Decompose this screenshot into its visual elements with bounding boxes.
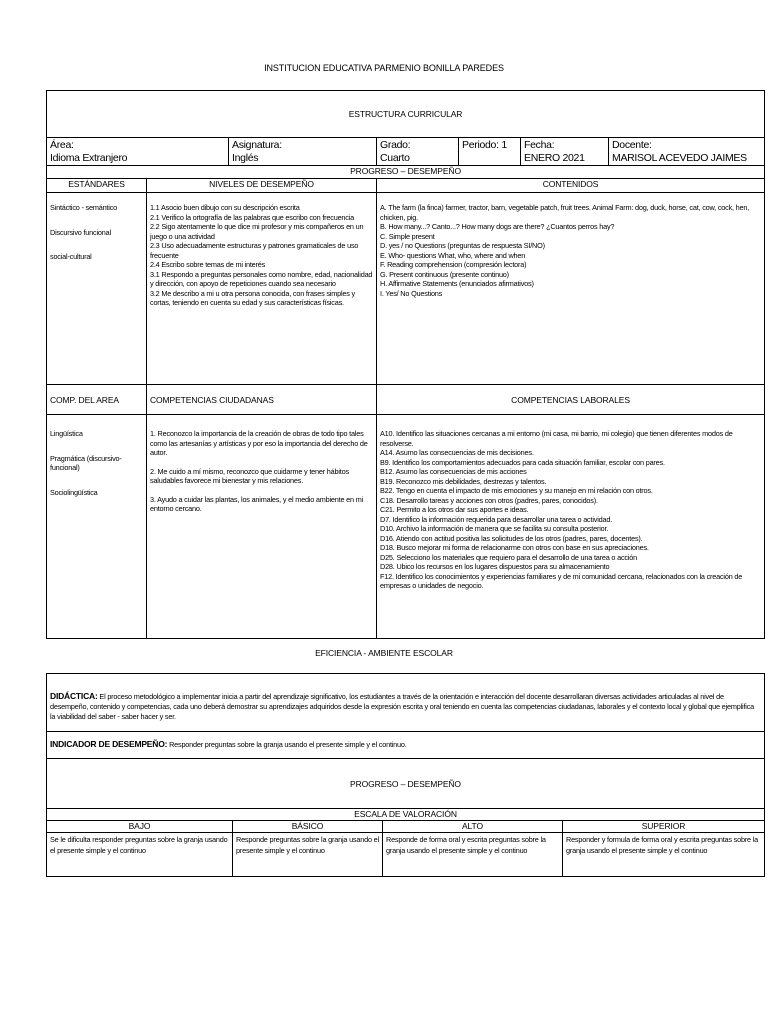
content-item: A. The farm (la finca) farmer, tractor, barn, vegetable patch, fruit trees. Animal Farm: dog, duck, horse, cat, cow, cock, hen, chicken, pig. <box>380 203 750 222</box>
citizen-item: 2. Me cuido a mí mismo, reconozco que cuidarme y tener hábitos saludables favorece mi bienestar y mis relaciones. <box>150 466 349 486</box>
content-item: G. Present continuous (presente continuo) <box>380 269 509 279</box>
content-item: H. Affirmative Statements (enunciados afirmativos) <box>380 279 534 289</box>
labor-item: B12. Asumo las consecuencias de mis acciones <box>380 467 527 477</box>
institution-title: INSTITUCION EDUCATIVA PARMENIO BONILLA PAREDES <box>264 63 504 73</box>
col-labor-header: COMPETENCIAS LABORALES <box>377 385 765 415</box>
citizen-item: 3. Ayudo a cuidar las plantas, los animales, y el medio ambiente en mi entorno cercano. <box>150 494 364 514</box>
scale-header-basic: BÁSICO <box>233 821 383 833</box>
scale-header-low: BAJO <box>47 821 233 833</box>
labor-item: B9. Identifico los comportamientos adecuados para cada situación familiar, escolar con pares. <box>380 457 665 467</box>
labor-item: A14. Asumo las consecuencias de mis decisiones. <box>380 448 534 458</box>
standard-item: social-cultural <box>50 252 92 262</box>
content-item: E. Who- questions What, who, where and when <box>380 250 526 260</box>
citizen-item: 1. Reconozco la importancia de la creación de obras de todo tipo tales como las artesanías y artísticas y por eso la importancia del derecho de autor. <box>150 429 368 458</box>
scale-cell-superior: Responder y formula de forma oral y escrita preguntas sobre la granja usando el presente simple y el continuo <box>563 833 765 877</box>
area-label: Área: <box>50 139 74 151</box>
scale-title: ESCALA DE VALORACIÓN <box>47 809 765 821</box>
col-levels-header: NIVELES DE DESEMPEÑO <box>147 179 377 193</box>
col-citizen-header: COMPETENCIAS CIUDADANAS <box>147 385 377 415</box>
labor-item: B22. Tengo en cuenta el impacto de mis emociones y su manejo en mi relación con otros. <box>380 486 653 496</box>
indicator-text: Responder preguntas sobre la granja usando el presente simple y el continuo. <box>167 740 407 750</box>
labor-item: D18. Busco mejorar mi forma de relacionarme con otros con base en sus apreciaciones. <box>380 543 649 553</box>
level-item: 3.1 Respondo a preguntas personales como nombre, edad, nacionalidad y dirección, con apoyo de repeticiones cuando sea necesario <box>150 269 373 289</box>
subject-value: Inglés <box>232 152 259 165</box>
citizen-comp-cell <box>147 415 377 639</box>
levels-cell <box>147 193 377 385</box>
content-item: B. How many...? Canto...? How many dogs are there? ¿Cuantos perros hay? <box>380 222 615 232</box>
structure-title: ESTRUCTURA CURRICULAR <box>47 91 765 138</box>
teacher-cell <box>609 138 765 166</box>
area-comp-item: Pragmática (discursivo-funcional) <box>50 453 122 473</box>
content-item: F. Reading comprehension (compresión lectora) <box>380 260 527 270</box>
subject-label: Asignatura: <box>232 139 282 151</box>
content-item: I. Yes/ No Questions <box>380 288 443 298</box>
area-cell <box>47 138 229 166</box>
content-item: D. yes / no Questions (preguntas de respuesta SI/NO) <box>380 241 545 251</box>
labor-item: B19. Reconozco mis debilidades, destrezas y talentos. <box>380 476 547 486</box>
period-value: Periodo: 1 <box>462 139 507 151</box>
didactics-cell <box>47 674 765 732</box>
date-label: Fecha: <box>524 139 555 151</box>
indicator-cell <box>47 732 765 759</box>
labor-item: D28. Ubico los recursos en los lugares dispuestos para su almacenamiento <box>380 562 610 572</box>
period-cell <box>459 138 521 166</box>
content-item: C. Simple present <box>380 231 435 241</box>
standard-item: Sintáctico - semántico <box>50 203 117 213</box>
level-item: 2.1 Verifico la ortografía de las palabras que escribo con frecuencia <box>150 212 355 222</box>
grade-value: Cuarto <box>380 152 410 165</box>
teacher-value: MARISOL ACEVEDO JAIMES <box>612 152 747 165</box>
date-cell <box>521 138 609 166</box>
didactics-label: DIDÁCTICA: <box>50 691 98 701</box>
labor-item: D10. Archivo la información de manera que se facilita su consulta posterior. <box>380 524 609 534</box>
efficiency-table <box>46 673 765 809</box>
labor-item: A10. Identifico las situaciones cercanas a mi entorno (mi casa, mi barrio, mi colegio) que tienen diferentes modos de resolverse. <box>380 429 733 448</box>
efficiency-title: EFICIENCIA - AMBIENTE ESCOLAR <box>315 648 453 658</box>
labor-item: C18. Desarrollo tareas y acciones con otros (padres, pares, conocidos). <box>380 495 598 505</box>
curricular-structure-table <box>46 90 765 639</box>
scale-table <box>46 808 765 877</box>
scale-cell-high: Responde de forma oral y escrita preguntas sobre la granja usando el presente simple y el continuo <box>383 833 563 877</box>
level-item: 1.1 Asocio buen dibujo con su descripción escrita <box>150 203 300 213</box>
area-comp-item: Sociolingüística <box>50 487 98 497</box>
labor-item: C21. Permito a los otros dar sus aportes e ideas. <box>380 505 529 515</box>
standards-cell <box>47 193 147 385</box>
subject-cell <box>229 138 377 166</box>
labor-item: F12. Identifico los conocimientos y experiencias familiares y de mi comunidad cercana, relacionados con la creación de empresas o unidades de negocio. <box>380 571 743 590</box>
area-value: Idioma Extranjero <box>50 152 128 165</box>
scale-header-high: ALTO <box>383 821 563 833</box>
grade-cell <box>377 138 459 166</box>
standard-item: Discursivo funcional <box>50 227 111 237</box>
labor-item: D7. Identifico la información requerida para desarrollar una tarea o actividad. <box>380 514 613 524</box>
teacher-label: Docente: <box>612 139 652 151</box>
scale-header-superior: SUPERIOR <box>563 821 765 833</box>
level-item: 2.4 Escribo sobre temas de mi interés <box>150 260 266 270</box>
scale-cell-basic: Responde preguntas sobre la granja usando el presente simple y el continuo <box>233 833 383 877</box>
labor-item: D25. Selecciono los materiales que requiero para el desarrollo de una tarea o acción <box>380 552 637 562</box>
area-comp-cell <box>47 415 147 639</box>
date-value: ENERO 2021 <box>524 152 585 165</box>
area-comp-item: Lingüística <box>50 429 83 439</box>
scale-cell-low: Se le dificulta responder preguntas sobre la granja usando el presente simple y el continuo <box>47 833 233 877</box>
labor-comp-cell <box>377 415 765 639</box>
col-standards-header: ESTÁNDARES <box>47 179 147 193</box>
didactics-text: El proceso metodológico a implementar inicia a partir del aprendizaje significativo, los estudiantes a través de la orientación e interacción del docente desarrollaran diversas actividades articuladas al nivel de desempeño, contenido y competencias, cada uno deberá demostrar su aprendizajes adquiridos desde la expresión escrita y oral teniendo en cuenta las competencias ciudadanas, laborales y el contexto local y global que ejemplifica la viabilidad del saber - saber hacer y ser. <box>50 692 755 721</box>
indicator-label: INDICADOR DE DESEMPEÑO: <box>50 739 168 750</box>
level-item: 3.2 Me describo a mi u otra persona conocida, con frases simples y cortas, teniendo en cuenta su edad y sus características físicas. <box>150 288 356 308</box>
grade-label: Grado: <box>380 139 411 151</box>
progress-title-2: PROGRESO – DESEMPEÑO <box>47 759 765 809</box>
level-item: 2.3 Uso adecuadamente estructuras y patrones gramaticales de uso frecuente <box>150 241 359 260</box>
col-area-header: COMP. DEL AREA <box>47 385 147 415</box>
level-item: 2.2 Sigo atentamente lo que dice mi profesor y mis compañeros en un juego o una actividad <box>150 222 364 241</box>
contents-cell <box>377 193 765 385</box>
col-contents-header: CONTENIDOS <box>377 179 765 193</box>
progress-title-1: PROGRESO – DESEMPEÑO <box>47 166 765 179</box>
labor-item: D16. Atiendo con actitud positiva las solicitudes de los otros (padres, pares, docentes). <box>380 533 643 543</box>
